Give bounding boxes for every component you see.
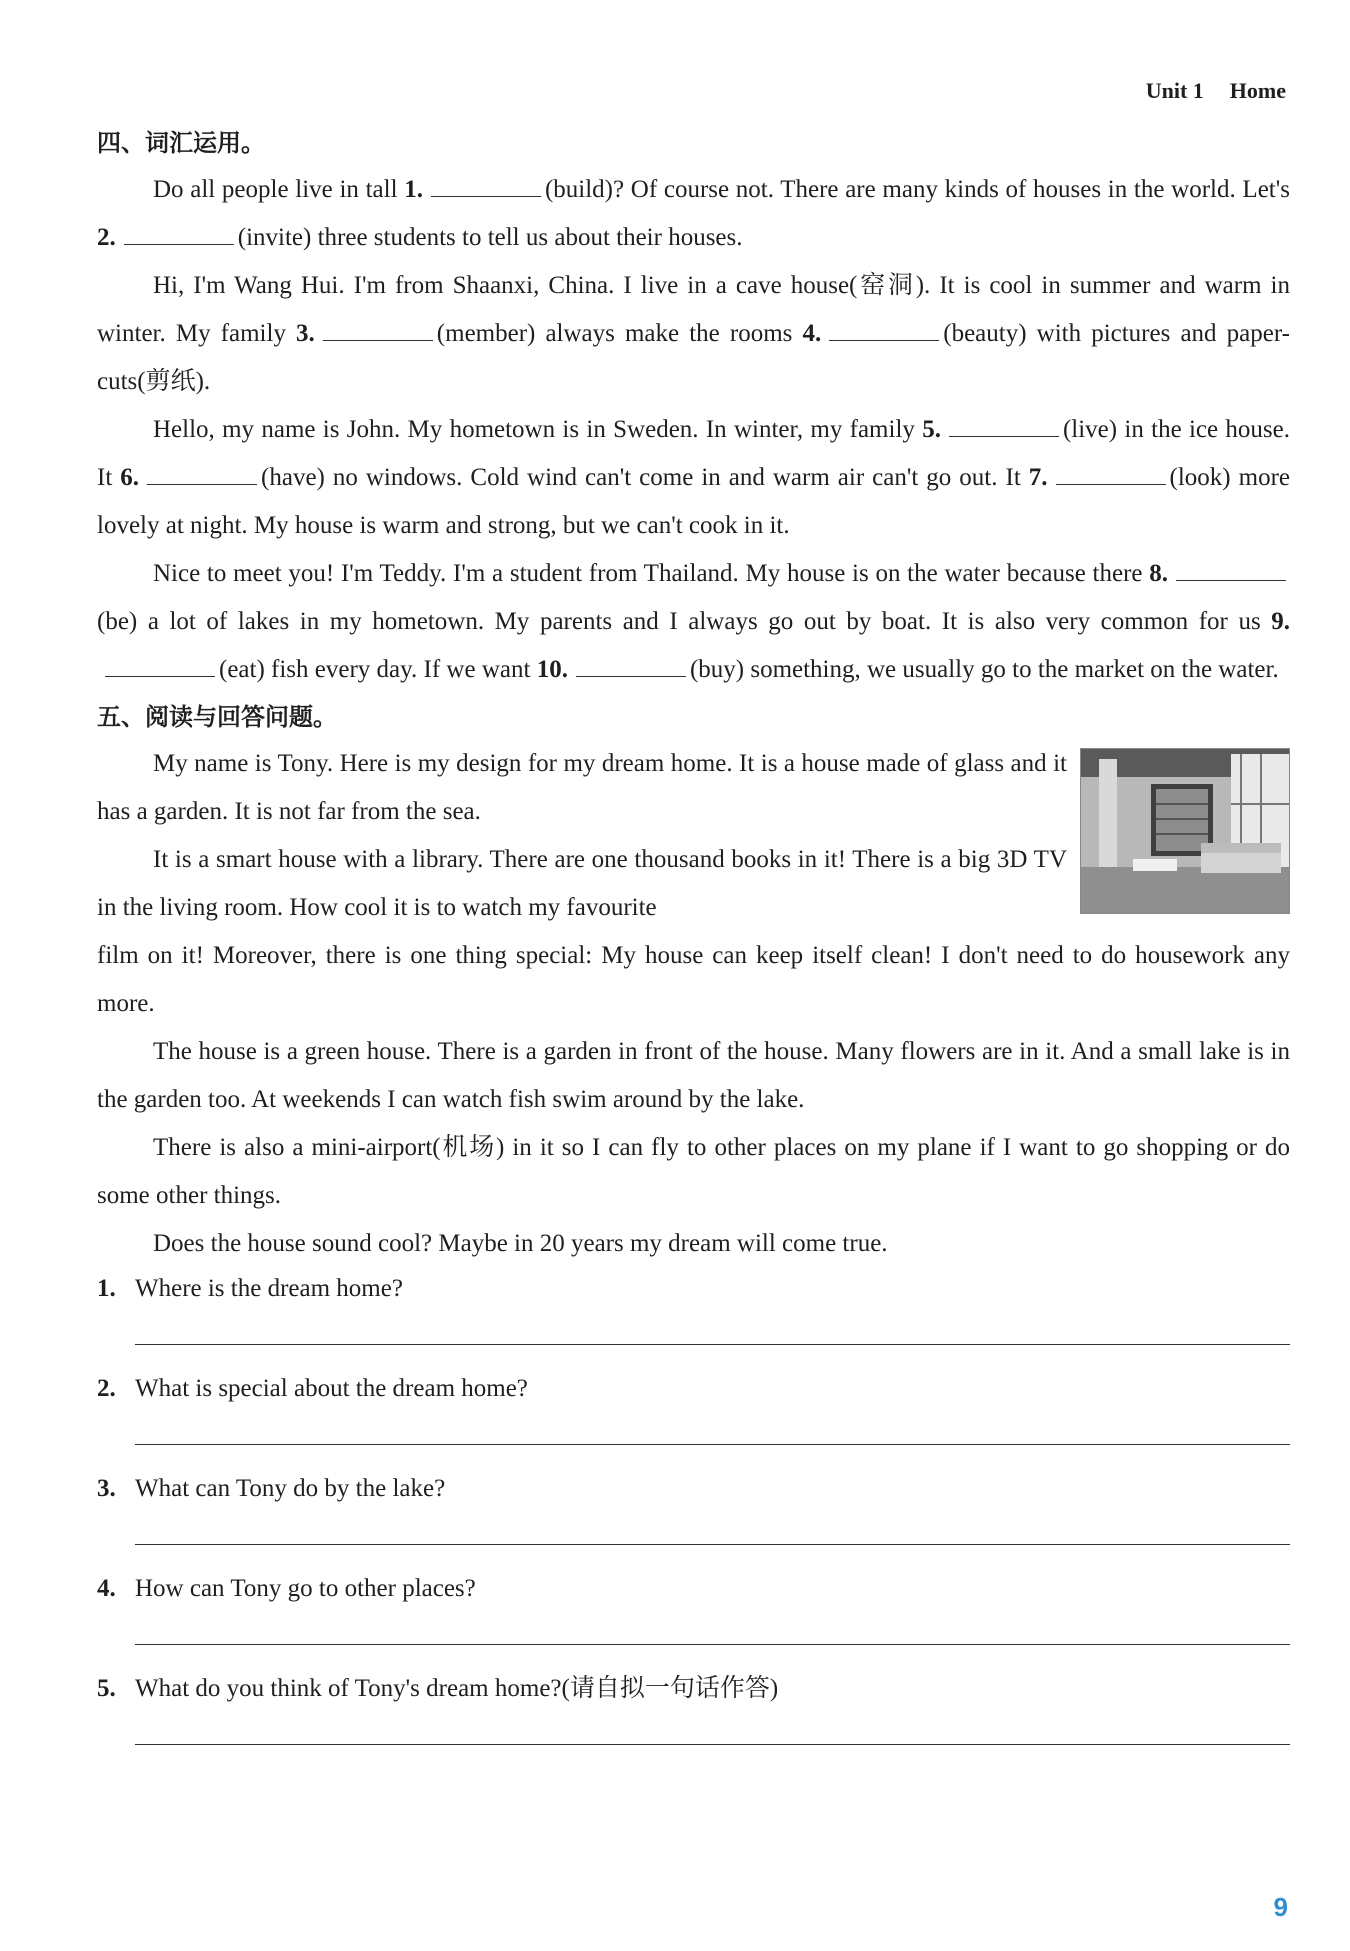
section-4-paragraph-4: Nice to meet you! I'm Teddy. I'm a student from Thailand. My house is on the water because there 8.(be) a lot of lakes in my hometown. My parents and I always go out by boat. It is also very common for us 9.(eat) fish every day. If we want 10. (buy) something, we usually go to the market on the water. (97, 560, 1290, 683)
reading-passage-top (97, 740, 1290, 932)
reading-paragraph-3: The house is a green house. There is a garden in front of the house. Many flowers are in it. And a small lake is in the garden too. At weekends I can watch fish swim around by the lake. (97, 1038, 1290, 1113)
blank-8[interactable] (1176, 560, 1286, 581)
section-4-paragraph-1: Do all people live in tall 1. (build)? Of course not. There are many kinds of houses in the world. Let's 2. (invite) three students to tell us about their houses. (97, 176, 1290, 251)
question-text: What can Tony do by the lake? (135, 1475, 446, 1502)
blank-9[interactable] (105, 656, 215, 677)
blank-2[interactable] (124, 224, 234, 245)
answer-line-1[interactable] (135, 1344, 1290, 1345)
question-4: 4. How can Tony go to other places? (97, 1572, 1290, 1668)
answer-line-4[interactable] (135, 1644, 1290, 1645)
reading-paragraph-1: My name is Tony. Here is my design for my dream home. It is a house made of glass and it has a garden. It is not far from the sea. (97, 750, 1067, 825)
question-text: Where is the dream home? (135, 1275, 403, 1302)
section-4-paragraph-2: Hi, I'm Wang Hui. I'm from Shaanxi, China. I live in a cave house(窑洞). It is cool in summer and warm in winter. My family 3. (member) always make the rooms 4. (beauty) with pictures and paper-cuts(剪纸). (97, 272, 1290, 395)
reading-paragraph-2-cont: film on it! Moreover, there is one thing special: My house can keep itself clean! I don't need to do housework any more. (97, 942, 1290, 1017)
blank-5[interactable] (949, 416, 1059, 437)
answer-line-5[interactable] (135, 1744, 1290, 1745)
question-text: How can Tony go to other places? (135, 1575, 476, 1602)
unit-title: Home (1229, 78, 1286, 103)
page-content (97, 120, 1290, 1768)
question-1: 1. Where is the dream home? (97, 1272, 1290, 1368)
section-4-title: 四、词汇运用。 (97, 129, 265, 157)
answer-line-2[interactable] (135, 1444, 1290, 1445)
blank-10[interactable] (576, 656, 686, 677)
blank-4[interactable] (829, 320, 939, 341)
reading-paragraph-4: There is also a mini-airport(机场) in it so I can fly to other places on my plane if I want to go shopping or do some other things. (97, 1134, 1290, 1209)
blank-1[interactable] (431, 176, 541, 197)
blank-7[interactable] (1056, 464, 1166, 485)
page-header (1146, 78, 1286, 104)
living-room-illustration (1081, 749, 1289, 913)
question-5: 5. What do you think of Tony's dream home?(请自拟一句话作答) (97, 1672, 1290, 1768)
question-2: 2. What is special about the dream home? (97, 1372, 1290, 1468)
answer-line-3[interactable] (135, 1544, 1290, 1545)
blank-3[interactable] (323, 320, 433, 341)
living-room-photo (1080, 748, 1290, 914)
question-3: 3. What can Tony do by the lake? (97, 1472, 1290, 1568)
reading-paragraph-5: Does the house sound cool? Maybe in 20 years my dream will come true. (153, 1230, 888, 1257)
unit-label: Unit 1 (1145, 78, 1204, 103)
reading-paragraph-2: It is a smart house with a library. There are one thousand books in it! There is a big 3D TV in the living room. How cool it is to watch my favourite (97, 846, 1067, 921)
question-text: What do you think of Tony's dream home?(请自拟一句话作答) (135, 1675, 779, 1702)
blank-6[interactable] (147, 464, 257, 485)
section-4-paragraph-3: Hello, my name is John. My hometown is in Sweden. In winter, my family 5. (live) in the ice house. It 6. (have) no windows. Cold wind can't come in and warm air can't go out. It 7. (look) more lovely at night. My house is warm and strong, but we can't cook in it. (97, 416, 1291, 539)
question-text: What is special about the dream home? (135, 1375, 528, 1402)
section-5-title: 五、阅读与回答问题。 (97, 703, 337, 731)
page-number: 9 (1273, 1892, 1288, 1922)
